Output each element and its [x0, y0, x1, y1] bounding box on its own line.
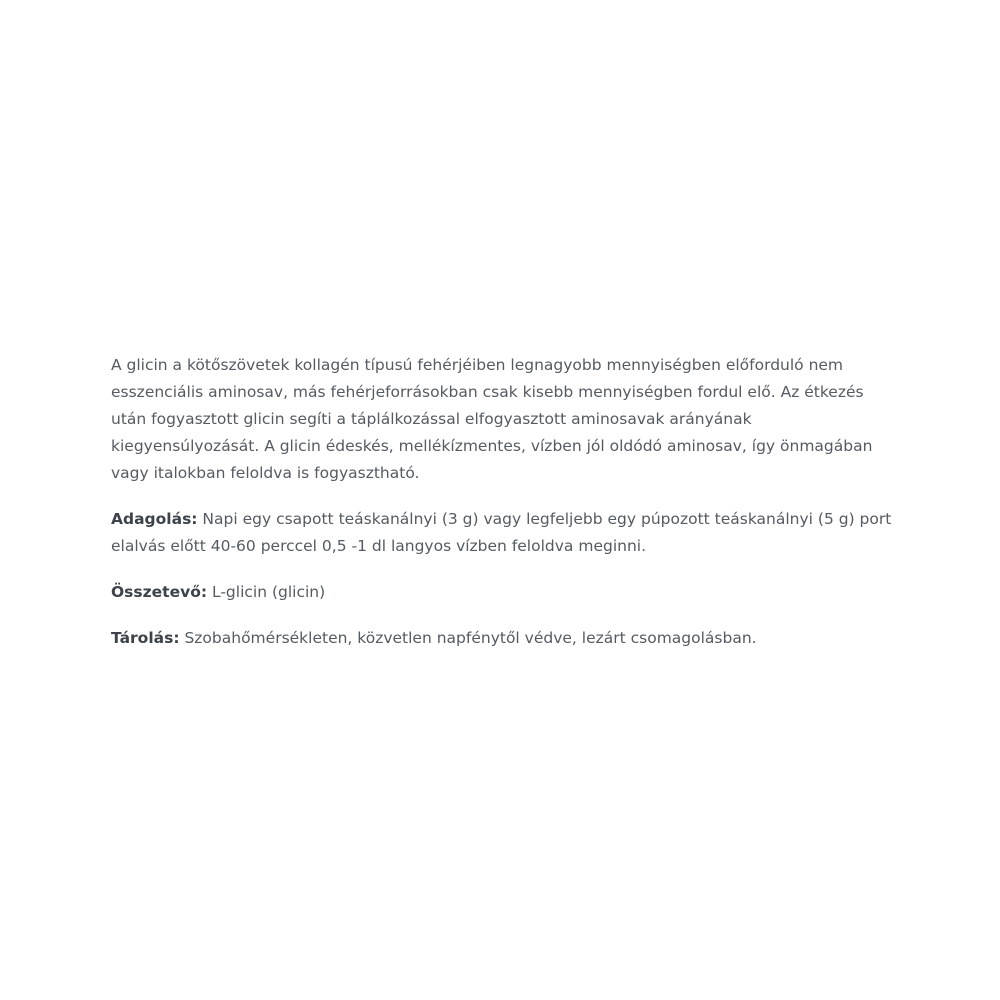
storage-text: Szobahőmérsékleten, közvetlen napfénytől védve, lezárt csomagolásban.	[179, 629, 757, 647]
storage-label: Tárolás:	[111, 629, 180, 647]
ingredients-text: L-glicin (glicin)	[207, 583, 326, 601]
dosage-paragraph	[111, 506, 901, 560]
dosage-label: Adagolás:	[111, 510, 198, 528]
product-description	[111, 352, 901, 671]
ingredients-paragraph	[111, 579, 901, 606]
intro-text: A glicin a kötőszövetek kollagén típusú fehérjéiben legnagyobb mennyiségben előforduló nem esszenciális aminosav, más fehérjeforrásokban csak kisebb mennyiségben fordul elő. Az étkezés után fogyasztott glicin segíti a táplálkozással elfogyasztott aminosavak arányának kiegyensúlyozását. A glicin édeskés, mellékízmentes, vízben jól oldódó aminosav, így önmagában vagy italokban feloldva is fogyasztható.	[111, 356, 873, 482]
storage-paragraph	[111, 625, 901, 652]
ingredients-label: Összetevő:	[111, 583, 208, 601]
intro-paragraph	[111, 352, 901, 487]
dosage-text: Napi egy csapott teáskanálnyi (3 g) vagy legfeljebb egy púpozott teáskanálnyi (5 g) port elalvás előtt 40-60 perccel 0,5 -1 dl langyos vízben feloldva meginni.	[111, 510, 892, 555]
